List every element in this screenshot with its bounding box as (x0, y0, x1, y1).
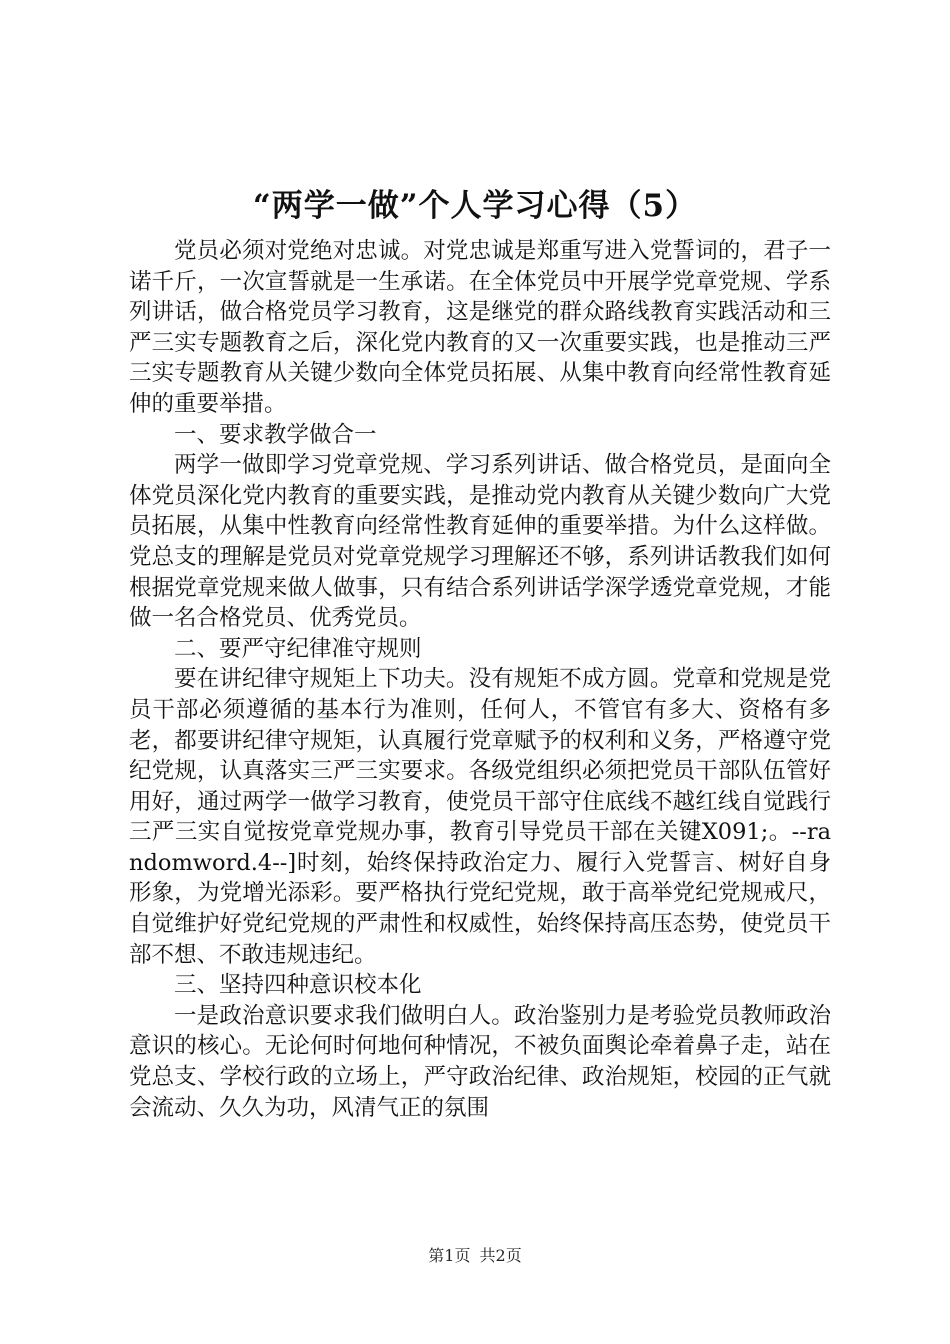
document-title: “两学一做”个人学习心得（5） (252, 188, 698, 224)
page-total: 共2页 (479, 1246, 522, 1265)
document-body (129, 236, 831, 1123)
paragraph-section-2: 要在讲纪律守规矩上下功夫。没有规矩不成方圆。党章和党规是党员干部必须遵循的基本行为准则，任何人，不管官有多大、资格有多老，都要讲纪律守规矩，认真履行党章赋予的权利和义务，严格遵守党纪党规，认真落实三严三实要求。各级党组织必须把党员干部队伍管好用好，通过两学一做学习教育，使党员干部守住底线不越红线自觉践行三严三实自觉按党章党规办事，教育引导党员干部在关键X091;。--randomword.4--]时刻，始终保持政治定力、履行入党誓言、树好自身形象，为党增光添彩。要严格执行党纪党规，敢于高举党纪党规戒尺，自觉维护好党纪党规的严肃性和权威性，始终保持高压态势，使党员干部不想、不敢违规违纪。 (129, 666, 831, 968)
paragraph-intro: 党员必须对党绝对忠诚。对党忠诚是郑重写进入党誓词的，君子一诺千斤，一次宣誓就是一生承诺。在全体党员中开展学党章党规、学系列讲话，做合格党员学习教育，这是继党的群众路线教育实践活动和三严三实专题教育之后，深化党内教育的又一次重要实践，也是推动三严三实专题教育从关键少数向全体党员拓展、从集中教育向经常性教育延伸的重要举措。 (129, 238, 831, 417)
section-heading-1: 一、要求教学做合一 (174, 421, 377, 448)
page-footer (0, 1245, 950, 1267)
paragraph-section-1: 两学一做即学习党章党规、学习系列讲话、做合格党员，是面向全体党员深化党内教育的重要实践，是推动党内教育从关键少数向广大党员拓展，从集中性教育向经常性教育延伸的重要举措。为什么这样做。党总支的理解是党员对党章党规学习理解还不够，系列讲话教我们如何根据党章党规来做人做事，只有结合系列讲话学深学透党章党规，才能做一名合格党员、优秀党员。 (129, 452, 831, 632)
section-heading-2: 二、要严守纪律准守规则 (174, 635, 422, 662)
paragraph-section-3: 一是政治意识要求我们做明白人。政治鉴别力是考验党员教师政治意识的核心。无论何时何地何种情况，不被负面舆论牵着鼻子走，站在党总支、学校行政的立场上，严守政治纪律、政治规矩，校园的正气就会流动、久久为功，风清气正的氛围 (129, 1002, 831, 1121)
page-number: 第1页 (428, 1246, 471, 1265)
section-heading-3: 三、坚持四种意识校本化 (174, 972, 422, 999)
